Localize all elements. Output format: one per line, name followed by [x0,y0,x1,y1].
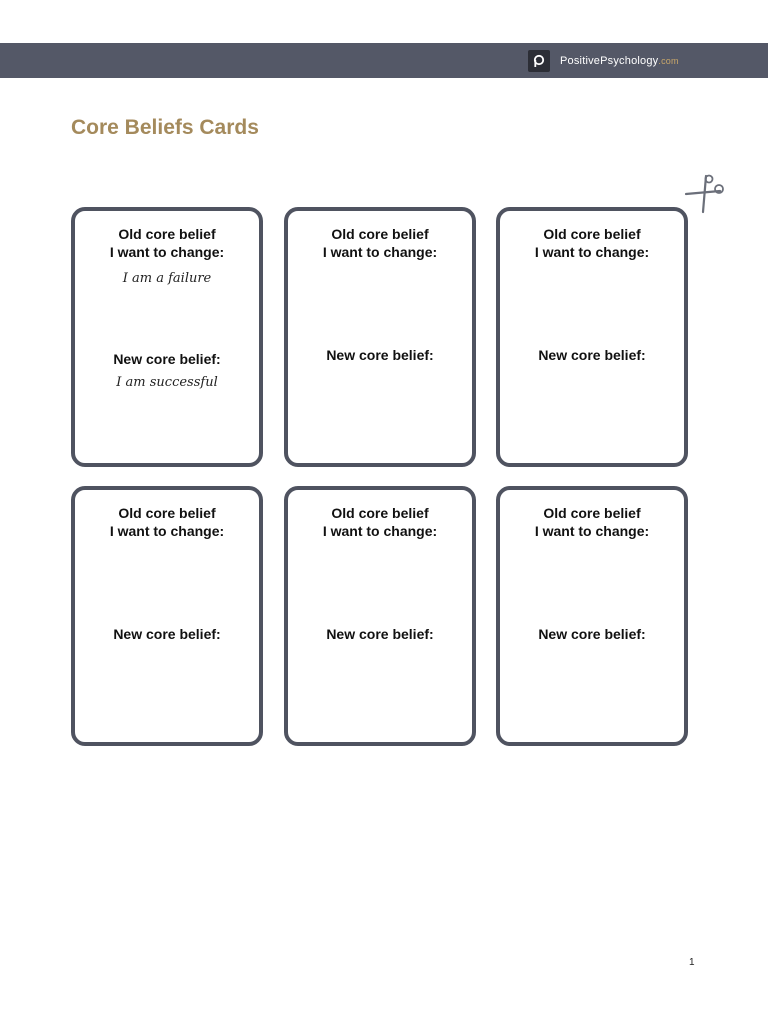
page-title: Core Beliefs Cards [71,116,259,139]
brand-tld: .com [658,56,679,66]
old-belief-label-line2: I want to change: [322,244,438,260]
old-belief-label-line1: Old core belief [543,226,641,242]
old-belief-value[interactable]: I am a failure [122,271,212,286]
old-belief-label-line2: I want to change: [109,244,225,260]
belief-card-3 [496,207,688,467]
old-belief-label-line2: I want to change: [534,244,650,260]
brand[interactable] [528,50,679,72]
old-belief-label [288,225,472,261]
old-belief-label-line2: I want to change: [322,523,438,539]
new-belief-label: New core belief: [113,626,221,642]
belief-card-5 [284,486,476,746]
scissors-icon [684,172,728,216]
header-bar [0,43,768,78]
old-belief-label-line1: Old core belief [543,505,641,521]
old-belief-label [75,504,259,540]
old-belief-label [500,504,684,540]
old-belief-label-line1: Old core belief [118,226,216,242]
brand-name-text: PositivePsychology [560,55,659,67]
belief-card-1 [71,207,263,467]
old-belief-label [288,504,472,540]
old-belief-label-line1: Old core belief [118,505,216,521]
old-belief-label [500,225,684,261]
page-number: 1 [689,957,695,968]
belief-card-6 [496,486,688,746]
belief-card-2 [284,207,476,467]
belief-card-4 [71,486,263,746]
brand-name [560,55,679,67]
new-belief-value[interactable]: I am successful [116,375,218,390]
new-belief-label: New core belief: [538,626,646,642]
old-belief-label-line2: I want to change: [109,523,225,539]
old-belief-label-line2: I want to change: [534,523,650,539]
new-belief-label: New core belief: [113,351,221,367]
new-belief-label: New core belief: [538,347,646,363]
old-belief-label-line1: Old core belief [331,226,429,242]
new-belief-label: New core belief: [326,347,434,363]
old-belief-label-line1: Old core belief [331,505,429,521]
new-belief-label: New core belief: [326,626,434,642]
old-belief-label [75,225,259,261]
positive-psychology-logo-icon [528,50,550,72]
